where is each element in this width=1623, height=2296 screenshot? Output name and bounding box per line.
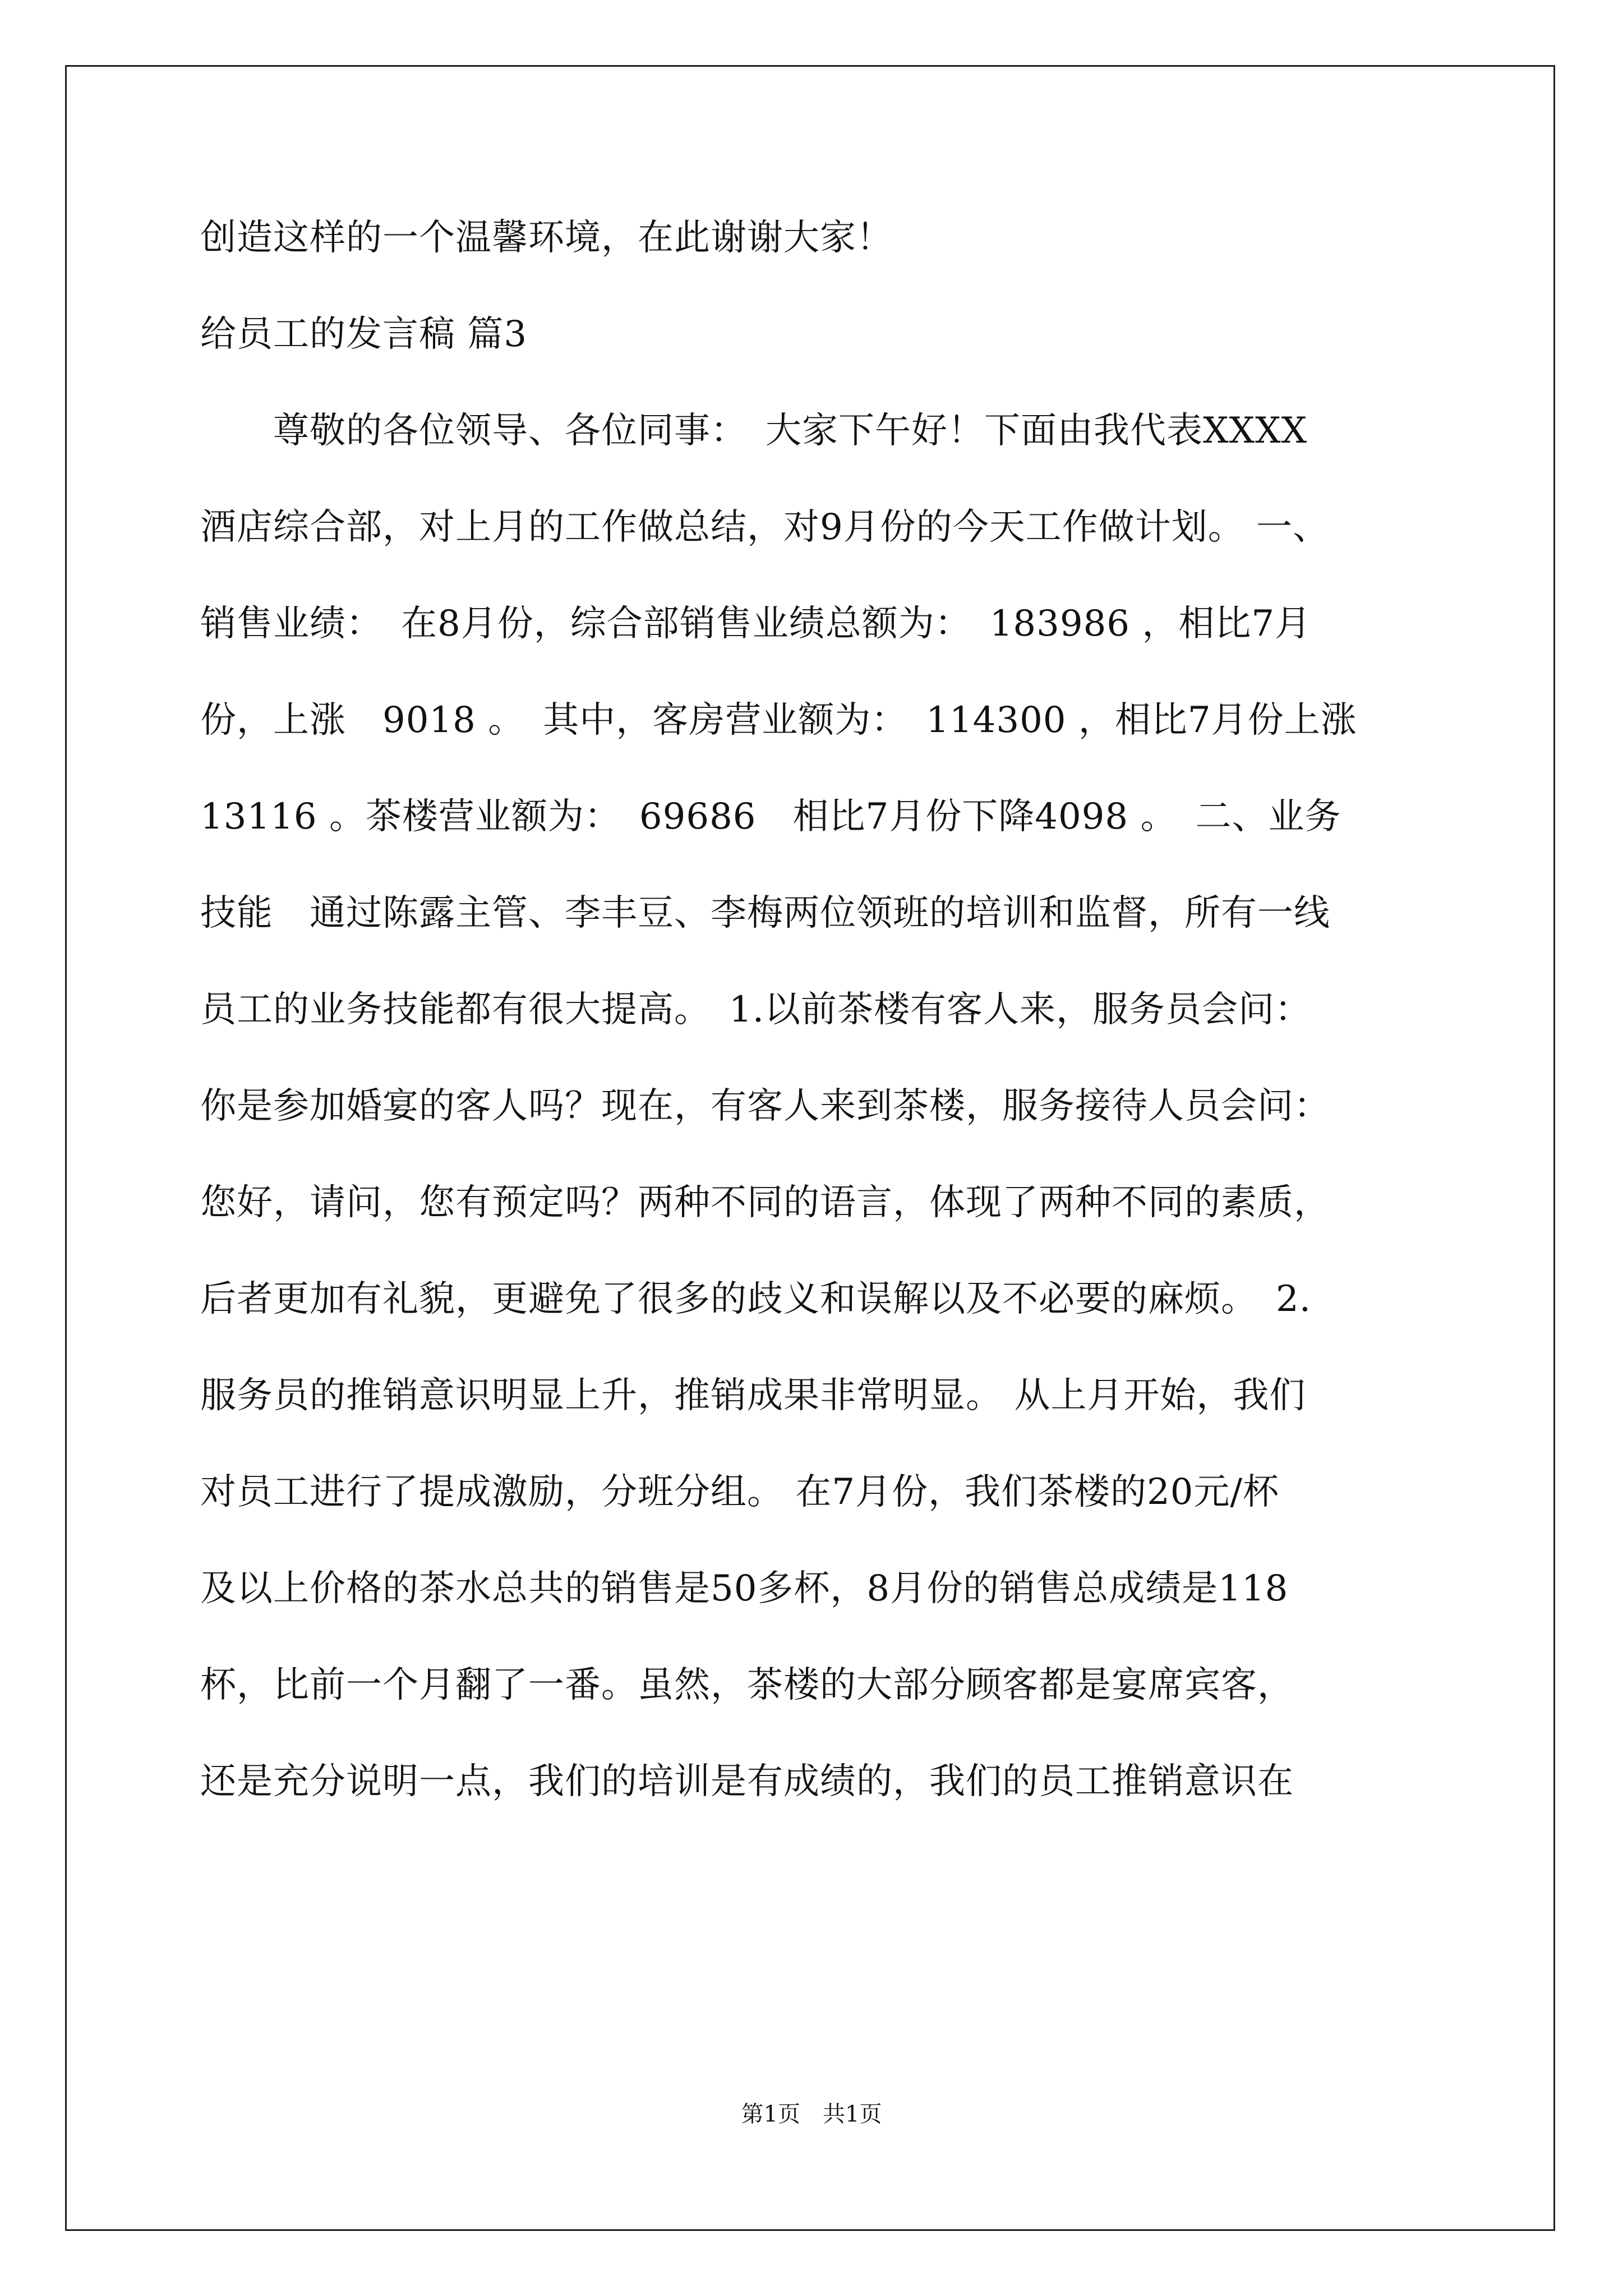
text-line: 及以上价格的茶水总共的销售是50多杯，8月份的销售总成绩是118: [200, 1568, 1289, 1609]
text-line: 您好，请问，您有预定吗？两种不同的语言，体现了两种不同的素质，: [200, 1182, 1330, 1223]
section-heading: 给员工的发言稿 篇3: [200, 314, 528, 355]
text-line: 服务员的推销意识明显上升，推销成果非常明显。 从上月开始，我们: [200, 1375, 1306, 1416]
text-line: 销售业绩： 在8月份，综合部销售业绩总额为： 183986 ，相比7月: [200, 603, 1312, 645]
text-line: 杯，比前一个月翻了一番。虽然，茶楼的大部分顾客都是宴席宾客，: [200, 1664, 1294, 1706]
text-line: 尊敬的各位领导、各位同事： 大家下午好！下面由我代表XXXX: [200, 410, 1308, 452]
text-line: 13116 。茶楼营业额为： 69686 相比7月份下降4098 。 二、业务: [200, 796, 1341, 838]
text-line: 酒店综合部，对上月的工作做总结，对9月份的今天工作做计划。 一、: [200, 507, 1330, 548]
text-line: 对员工进行了提成激励，分班分组。 在7月份，我们茶楼的20元/杯: [200, 1471, 1280, 1513]
text-line: 创造这样的一个温馨环境，在此谢谢大家！: [200, 217, 893, 259]
text-line: 还是充分说明一点，我们的培训是有成绩的，我们的员工推销意识在: [200, 1761, 1294, 1802]
page-footer: 第1页 共1页: [741, 2101, 882, 2127]
text-line: 后者更加有礼貌，更避免了很多的歧义和误解以及不必要的麻烦。 2.: [200, 1278, 1312, 1320]
text-line: 份，上涨 9018 。 其中，客房营业额为： 114300 ，相比7月份上涨: [200, 700, 1357, 741]
text-line: 员工的业务技能都有很大提高。 1.以前茶楼有客人来，服务员会问：: [200, 989, 1312, 1030]
text-line: 你是参加婚宴的客人吗？现在，有客人来到茶楼，服务接待人员会问：: [200, 1085, 1330, 1127]
text-line: 技能 通过陈露主管、李丰豆、李梅两位领班的培训和监督，所有一线: [200, 892, 1330, 934]
document-body: [200, 218, 1434, 1858]
